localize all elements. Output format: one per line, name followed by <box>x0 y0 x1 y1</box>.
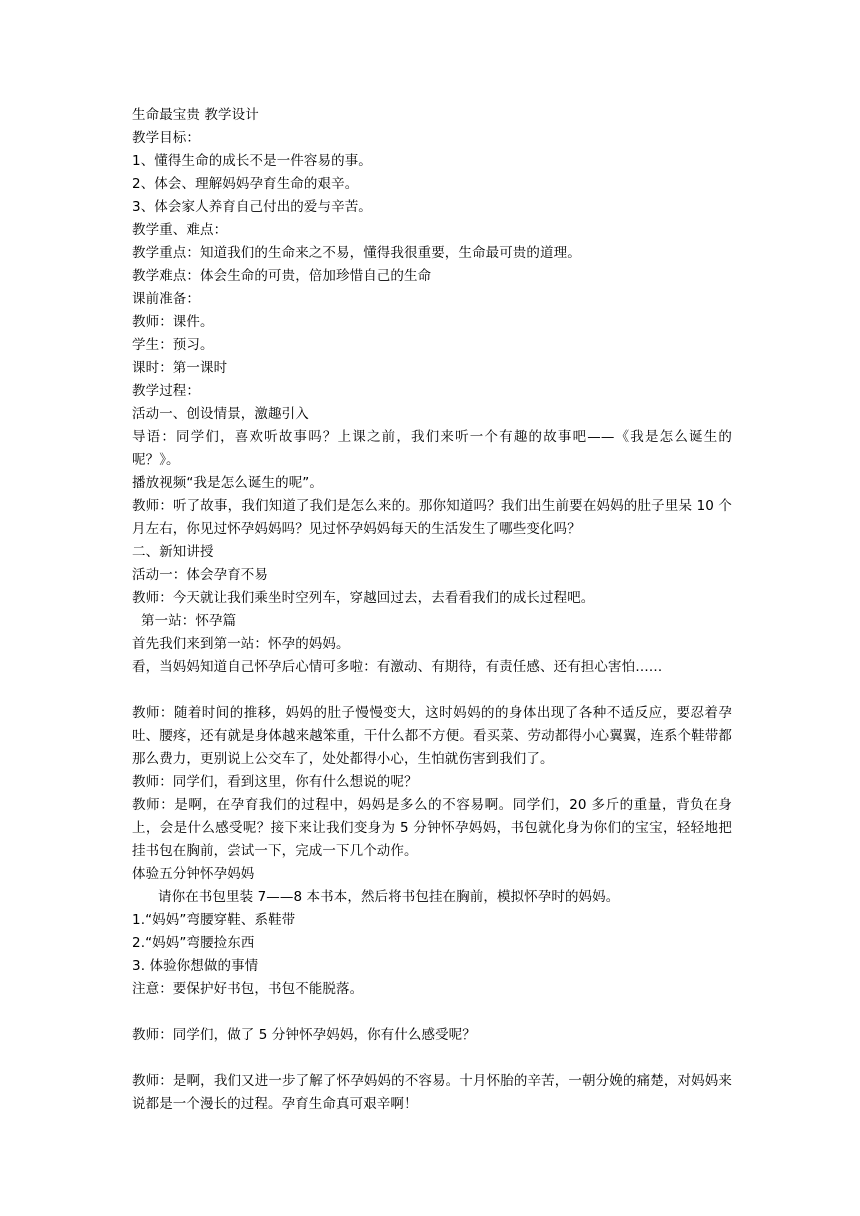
station-intro: 首先我们来到第一站：怀孕的妈妈。 <box>132 636 350 652</box>
section-heading-key-points: 教学重、难点： <box>132 222 228 238</box>
section-heading-new-knowledge: 二、新知讲授 <box>132 544 214 560</box>
teacher-feeling-question: 教师：同学们，做了 5 分钟怀孕妈妈，你有什么感受呢？ <box>132 1027 476 1043</box>
preparation-student: 学生：预习。 <box>132 337 214 353</box>
preparation-teacher: 教师：课件。 <box>132 314 214 330</box>
document-body <box>132 104 732 1116</box>
activity-heading: 活动一、创设情景，激趣引入 <box>132 406 309 422</box>
intro-paragraph: 导语：同学们，喜欢听故事吗？上课之前，我们来听一个有趣的故事吧——《我是怎么诞生的呢？》。 <box>132 429 732 468</box>
goal-item: 2、体会、理解妈妈孕育生命的艰辛。 <box>132 176 359 192</box>
activity-title: 体验五分钟怀孕妈妈 <box>132 866 255 882</box>
goal-item: 1、懂得生命的成长不是一件容易的事。 <box>132 153 372 169</box>
blank-line <box>132 679 732 702</box>
teacher-paragraph: 教师：听了故事，我们知道了我们是怎么来的。那你知道吗？我们出生前要在妈妈的肚子里呆 10 个月左右，你见过怀孕妈妈吗？见过怀孕妈妈每天的生活发生了哪些变化吗？ <box>132 498 732 537</box>
goal-item: 3、体会家人养育自己付出的爱与辛苦。 <box>132 199 372 215</box>
difficult-point: 教学难点：体会生命的可贵，倍加珍惜自己的生命 <box>132 268 432 284</box>
teacher-question: 教师：同学们，看到这里，你有什么想说的呢？ <box>132 774 418 790</box>
document-title: 生命最宝贵 教学设计 <box>132 107 259 123</box>
activity-step: 3. 体验你想做的事情 <box>132 958 259 974</box>
lesson-period: 课时：第一课时 <box>132 360 228 376</box>
activity-instruction: 请你在书包里装 7——8 本书本，然后将书包挂在胸前，模拟怀孕时的妈妈。 <box>158 889 620 905</box>
activity-step: 2.“妈妈”弯腰捡东西 <box>132 935 255 951</box>
blank-line <box>132 1001 732 1024</box>
teacher-line: 教师：今天就让我们乘坐时空列车，穿越回过去，去看看我们的成长过程吧。 <box>132 590 595 606</box>
teacher-paragraph: 教师：随着时间的推移，妈妈的肚子慢慢变大，这时妈妈的的身体出现了各种不适反应，要忍着孕吐、腰疼，还有就是身体越来越笨重，干什么都不方便。看买菜、劳动都得小心翼翼，连系个鞋带都那么费力，更别说上公交车了，处处都得小心，生怕就伤害到我们了。 <box>132 705 732 767</box>
activity-step: 1.“妈妈”弯腰穿鞋、系鞋带 <box>132 912 296 928</box>
video-line: 播放视频“我是怎么诞生的呢”。 <box>132 475 323 491</box>
teacher-paragraph: 教师：是啊，在孕育我们的过程中，妈妈是多么的不容易啊。同学们，20 多斤的重量，背负在身上，会是什么感受呢？接下来让我们变身为 5 分钟怀孕妈妈，书包就化身为你们的宝宝，轻轻地把挂书包在胸前，尝试一下，完成一下几个动作。 <box>132 797 732 859</box>
teacher-paragraph: 教师：是啊，我们又进一步了解了怀孕妈妈的不容易。十月怀胎的辛苦，一朝分娩的痛楚，对妈妈来说都是一个漫长的过程。孕育生命真可艰辛啊！ <box>132 1073 732 1112</box>
station-description: 看，当妈妈知道自己怀孕后心情可多啦：有激动、有期待，有责任感、还有担心害怕…… <box>132 659 663 675</box>
blank-line <box>132 1047 732 1070</box>
station-heading: 第一站：怀孕篇 <box>141 613 237 629</box>
section-heading-preparation: 课前准备： <box>132 291 200 307</box>
section-heading-goals: 教学目标： <box>132 130 200 146</box>
key-point: 教学重点：知道我们的生命来之不易，懂得我很重要，生命最可贵的道理。 <box>132 245 581 261</box>
activity-note: 注意：要保护好书包，书包不能脱落。 <box>132 981 364 997</box>
activity-heading: 活动一：体会孕育不易 <box>132 567 268 583</box>
section-heading-process: 教学过程： <box>132 383 200 399</box>
